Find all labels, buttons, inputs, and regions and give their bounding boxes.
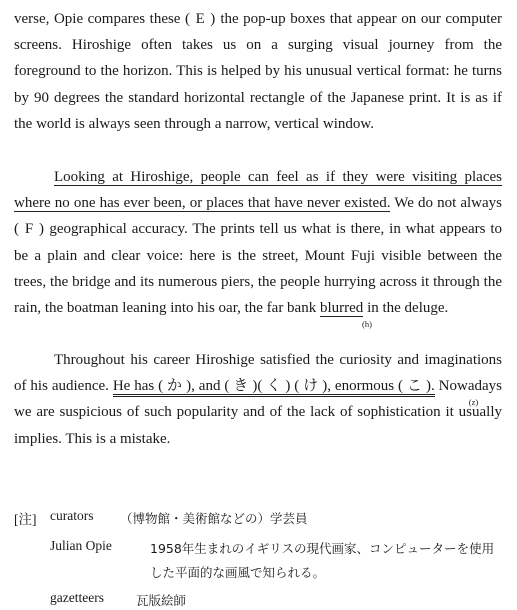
p2-text-a: We do not always (394, 195, 502, 212)
paragraph-2 (14, 164, 502, 330)
mark-h: (h) (361, 319, 372, 330)
blank-e: ( E ) (185, 11, 216, 27)
blurred-word (319, 300, 372, 330)
note-term-curators: curators (50, 508, 94, 523)
note-gloss-opie: 1958年生まれのイギリスの現代画家、コンピューターを使用 (150, 541, 495, 556)
p1-text-a: verse, Opie compares these (14, 11, 181, 27)
note-term-opie: Julian Opie (50, 538, 112, 553)
blurred-underlined: blurred (319, 300, 364, 317)
paragraph-3 (14, 347, 502, 452)
note-term-gazetteers: gazetteers (50, 590, 104, 605)
note-gloss-gazetteers: 瓦版絵師 (136, 593, 187, 608)
p3-text-b: Nowadays we are suspicious of such popularity and of the lack of sophistication it usually implies. This is a mistake. (14, 378, 502, 447)
p2-text-c: in the deluge. (367, 300, 449, 317)
note-gloss-opie-2: した平面的な画風で知られる。 (150, 565, 326, 580)
p2-text-b: geographical accuracy. The prints tell us what is there, in what appears to be a plain and clear voice: here is the street, Mount Fuji visible between the trees, the bridge and its numerous piers, the people hurrying across it through the rain, the boatman leaning into his oar, the far bank (14, 221, 502, 317)
underlined-sentence: Looking at Hiroshige, people can feel as if they were visiting places where no one has ever been, or places that have never existed. (14, 169, 502, 212)
p1-text-b: the pop-up boxes that appear on our computer screens. Hiroshige often takes us on a surging visual journey from the foreground to the horizon. This is helped by his unusual vertical format: he turns by 90 degrees the standard horizontal rectangle of the Japanese print. It is as if the world is always seen through a narrow, vertical window. (14, 11, 503, 132)
blank-f: ( F ) (14, 221, 45, 238)
p3-text-a: Throughout his career Hiroshige satisfied the curiosity and imaginations of his audience. (14, 352, 502, 395)
paragraph-1 (14, 6, 502, 137)
mark-z: (z) (468, 397, 479, 408)
notes-label: [注] (14, 512, 37, 527)
double-underlined-sentence: He has ( か ), and ( き )( く ) ( け ), enormous ( こ ). (113, 378, 435, 397)
note-gloss-curators: （博物館・美術館などの）学芸員 (120, 511, 308, 526)
